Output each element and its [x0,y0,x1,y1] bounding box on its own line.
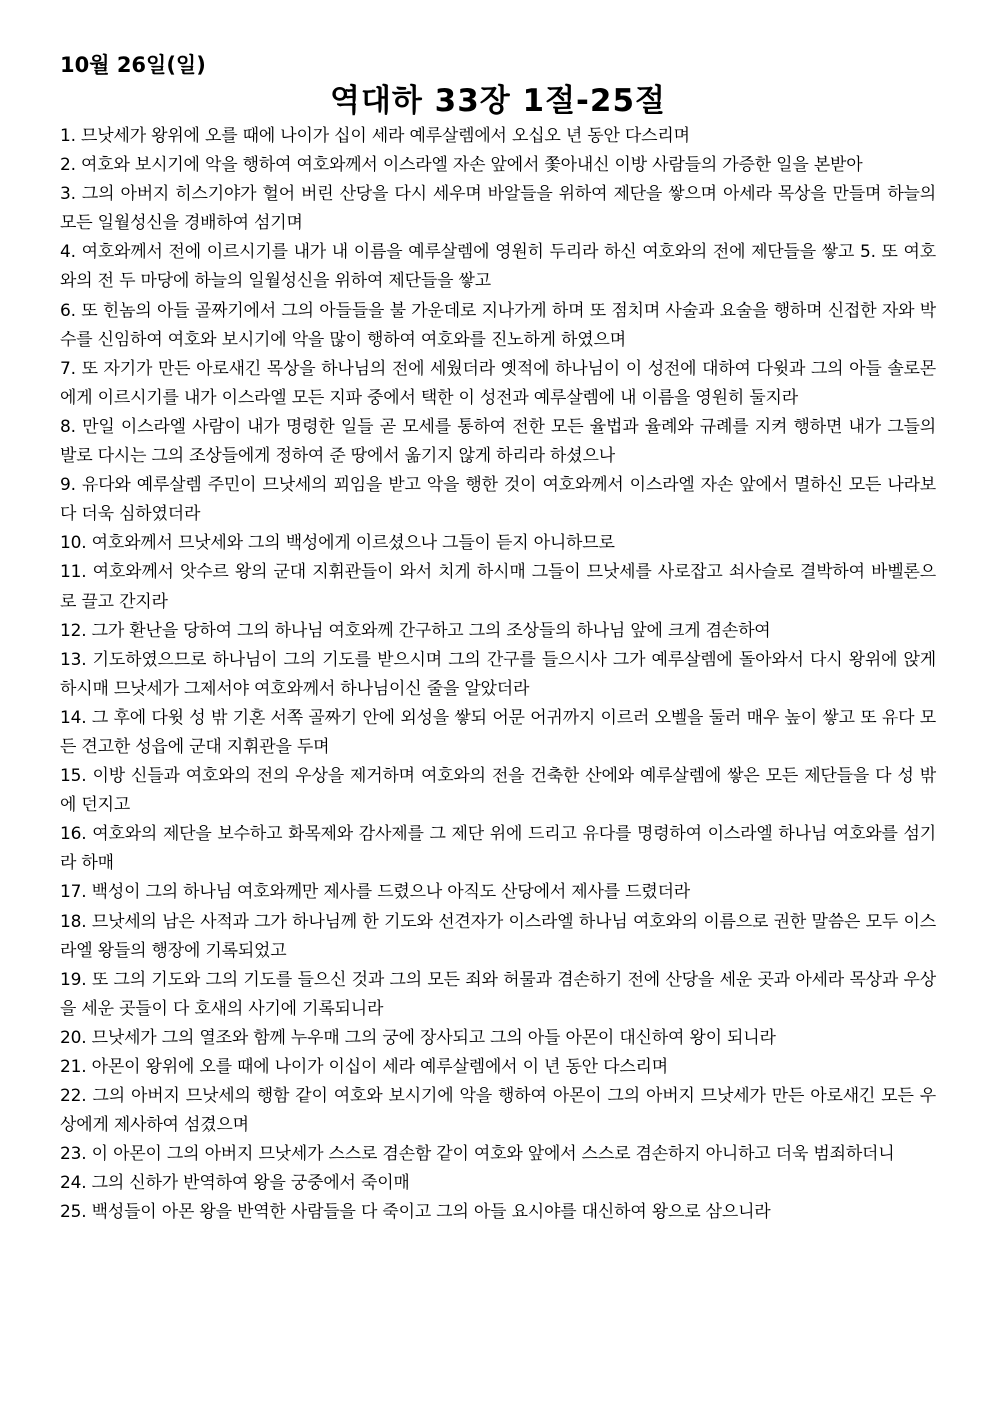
verse-11: 11. 여호와께서 앗수르 왕의 군대 지휘관들이 와서 치게 하시매 그들이 므낫세를 사로잡고 쇠사슬로 결박하여 바벨론으로 끌고 간지라 [60,562,936,612]
verse-2: 2. 여호와 보시기에 악을 행하여 여호와께서 이스라엘 자손 앞에서 쫓아내신 이방 사람들의 가증한 일을 본받아 [60,155,863,176]
verse-24: 24. 그의 신하가 반역하여 왕을 궁중에서 죽이매 [60,1173,410,1194]
verse-17: 17. 백성이 그의 하나님 여호와께만 제사를 드렸으나 아직도 산당에서 제사를 드렸더라 [60,882,691,903]
verse-13: 13. 기도하였으므로 하나님이 그의 기도를 받으시며 그의 간구를 들으시사 그가 예루살렘에 돌아와서 다시 왕위에 앉게 하시매 므낫세가 그제서야 여호와께서 하나님이신 줄을 알았더라 [60,649,936,699]
verse-list [60,122,936,1228]
verse-14: 14. 그 후에 다윗 성 밖 기혼 서쪽 골짜기 안에 외성을 쌓되 어문 어귀까지 이르러 오벨을 둘러 매우 높이 쌓고 또 유다 모든 견고한 성읍에 군대 지휘관을 두며 [60,707,936,757]
verse-8: 8. 만일 이스라엘 사람이 내가 명령한 일들 곧 모세를 통하여 전한 모든 율법과 율례와 규례를 지켜 행하면 내가 그들의 발로 다시는 그의 조상들에게 정하여 준 땅에서 옮기지 않게 하리라 하셨으나 [60,416,936,467]
verse-16: 16. 여호와의 제단을 보수하고 화목제와 감사제를 그 제단 위에 드리고 유다를 명령하여 이스라엘 하나님 여호와를 섬기라 하매 [60,824,936,874]
verse-25: 25. 백성들이 아몬 왕을 반역한 사람들을 다 죽이고 그의 아들 요시야를 대신하여 왕으로 삼으니라 [60,1202,771,1223]
verse-21: 21. 아몬이 왕위에 오를 때에 나이가 이십이 세라 예루살렘에서 이 년 동안 다스리며 [60,1057,668,1077]
verse-15: 15. 이방 신들과 여호와의 전의 우상을 제거하며 여호와의 전을 건축한 산에와 예루살렘에 쌓은 모든 제단들을 다 성 밖에 던지고 [60,766,936,816]
document-page [60,50,936,1228]
verse-22: 22. 그의 아버지 므낫세의 행함 같이 여호와 보시기에 악을 행하여 아몬이 그의 아버지 므낫세가 만든 아로새긴 모든 우상에게 제사하여 섬겼으며 [60,1086,936,1136]
verse-6: 6. 또 힌놈의 아들 골짜기에서 그의 아들들을 불 가운데로 지나가게 하며 또 점치며 사술과 요술을 행하며 신접한 자와 박수를 신임하여 여호와 보시기에 악을 많이 행하여 여호와를 진노하게 하였으며 [60,300,936,350]
verse-7: 7. 또 자기가 만든 아로새긴 목상을 하나님의 전에 세웠더라 옛적에 하나님이 이 성전에 대하여 다윗과 그의 아들 솔로몬에게 이르시기를 내가 이스라엘 모든 지파 중에서 택한 이 성전과 예루살렘에 내 이름을 영원히 둘지라 [60,358,936,408]
verse-4-5: 4. 여호와께서 전에 이르시기를 내가 내 이름을 예루살렘에 영원히 두리라 하신 여호와의 전에 제단들을 쌓고 5. 또 여호와의 전 두 마당에 하늘의 일월성신을 위하여 제단들을 쌓고 [60,242,936,292]
verse-18: 18. 므낫세의 남은 사적과 그가 하나님께 한 기도와 선견자가 이스라엘 하나님 여호와의 이름으로 권한 말씀은 모두 이스라엘 왕들의 행장에 기록되었고 [60,911,936,961]
verse-3: 3. 그의 아버지 히스기야가 헐어 버린 산당을 다시 세우며 바알들을 위하여 제단을 쌓으며 아세라 목상을 만들며 하늘의 모든 일월성신을 경배하여 섬기며 [60,184,936,234]
verse-1: 1. 므낫세가 왕위에 오를 때에 나이가 십이 세라 예루살렘에서 오십오 년 동안 다스리며 [60,126,690,146]
verse-23: 23. 이 아몬이 그의 아버지 므낫세가 스스로 겸손함 같이 여호와 앞에서 스스로 겸손하지 아니하고 더욱 범죄하더니 [60,1144,895,1165]
verse-9: 9. 유다와 예루살렘 주민이 므낫세의 꾀임을 받고 악을 행한 것이 여호와께서 이스라엘 자손 앞에서 멸하신 모든 나라보다 더욱 심하였더라 [60,475,936,525]
verse-10: 10. 여호와께서 므낫세와 그의 백성에게 이르셨으나 그들이 듣지 아니하므로 [60,533,615,554]
verse-12: 12. 그가 환난을 당하여 그의 하나님 여호와께 간구하고 그의 조상들의 하나님 앞에 크게 겸손하여 [60,620,771,641]
verse-20: 20. 므낫세가 그의 열조와 함께 누우매 그의 궁에 장사되고 그의 아들 아몬이 대신하여 왕이 되니라 [60,1027,776,1048]
date-heading: 10월 26일(일) [60,53,206,77]
chapter-title: 역대하 33장 1절-25절 [330,83,666,119]
verse-19: 19. 또 그의 기도와 그의 기도를 들으신 것과 그의 모든 죄와 허물과 겸손하기 전에 산당을 세운 곳과 아세라 목상과 우상을 세운 곳들이 다 호새의 사기에 기록되니라 [60,969,936,1019]
